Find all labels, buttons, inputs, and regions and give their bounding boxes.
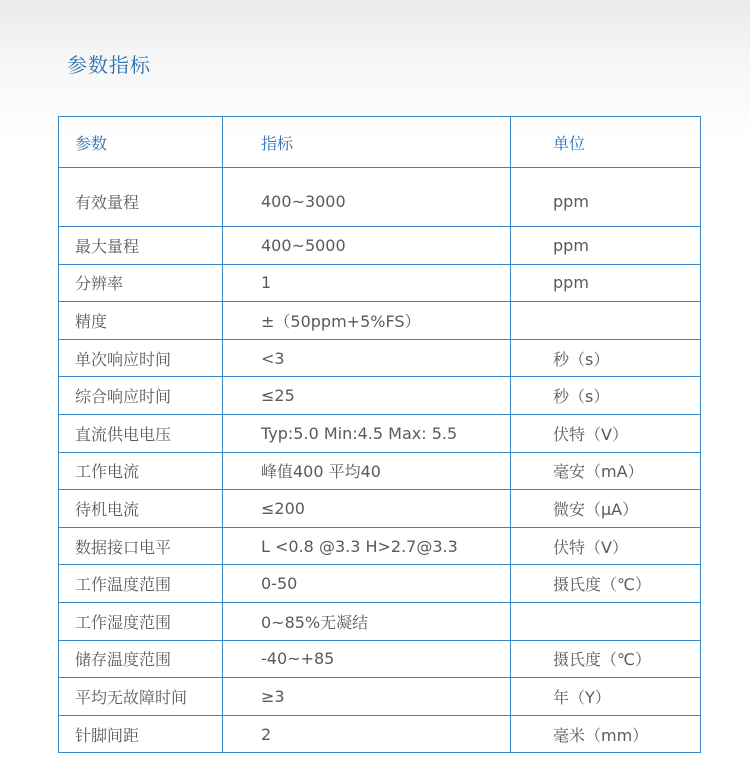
table-row <box>59 565 701 603</box>
cell-unit: 摄氏度（℃） <box>511 640 701 678</box>
spec-table <box>58 116 701 753</box>
cell-spec: <3 <box>223 339 511 377</box>
cell-parameter: 工作温度范围 <box>59 565 223 603</box>
header-parameter: 参数 <box>59 117 223 168</box>
table-row <box>59 227 701 265</box>
table-row <box>59 168 701 227</box>
cell-parameter: 储存温度范围 <box>59 640 223 678</box>
cell-spec: 1 <box>223 264 511 302</box>
cell-spec: ≥3 <box>223 678 511 716</box>
cell-spec: 400~5000 <box>223 227 511 265</box>
table-row <box>59 377 701 415</box>
cell-parameter: 综合响应时间 <box>59 377 223 415</box>
cell-unit: ppm <box>511 227 701 265</box>
cell-parameter: 分辨率 <box>59 264 223 302</box>
table-row <box>59 339 701 377</box>
cell-spec: L <0.8 @3.3 H>2.7@3.3 <box>223 527 511 565</box>
table-row <box>59 640 701 678</box>
cell-spec: 400~3000 <box>223 168 511 227</box>
cell-spec: 2 <box>223 715 511 753</box>
table-row <box>59 490 701 528</box>
header-unit: 单位 <box>511 117 701 168</box>
cell-unit: 秒（s） <box>511 377 701 415</box>
cell-spec: Typ:5.0 Min:4.5 Max: 5.5 <box>223 414 511 452</box>
table-row <box>59 602 701 640</box>
table-row <box>59 264 701 302</box>
table-header-row <box>59 117 701 168</box>
cell-spec: ±（50ppm+5%FS） <box>223 302 511 340</box>
cell-parameter: 有效量程 <box>59 168 223 227</box>
cell-parameter: 数据接口电平 <box>59 527 223 565</box>
cell-unit: 年（Y） <box>511 678 701 716</box>
cell-parameter: 工作湿度范围 <box>59 602 223 640</box>
cell-unit <box>511 602 701 640</box>
cell-parameter: 单次响应时间 <box>59 339 223 377</box>
table-row <box>59 414 701 452</box>
cell-parameter: 直流供电电压 <box>59 414 223 452</box>
cell-unit: 微安（μA） <box>511 490 701 528</box>
cell-unit: 毫米（mm） <box>511 715 701 753</box>
header-spec: 指标 <box>223 117 511 168</box>
cell-unit <box>511 302 701 340</box>
cell-unit: ppm <box>511 264 701 302</box>
cell-unit: 毫安（mA） <box>511 452 701 490</box>
table-row <box>59 678 701 716</box>
cell-parameter: 待机电流 <box>59 490 223 528</box>
cell-unit: 摄氏度（℃） <box>511 565 701 603</box>
table-row <box>59 527 701 565</box>
cell-unit: 伏特（V） <box>511 414 701 452</box>
cell-unit: 伏特（V） <box>511 527 701 565</box>
table-row <box>59 302 701 340</box>
cell-parameter: 针脚间距 <box>59 715 223 753</box>
table-row <box>59 715 701 753</box>
table-row <box>59 452 701 490</box>
cell-spec: ≤200 <box>223 490 511 528</box>
cell-parameter: 平均无故障时间 <box>59 678 223 716</box>
cell-spec: 0-50 <box>223 565 511 603</box>
cell-spec: 0~85%无凝结 <box>223 602 511 640</box>
cell-spec: -40~+85 <box>223 640 511 678</box>
cell-parameter: 最大量程 <box>59 227 223 265</box>
cell-unit: 秒（s） <box>511 339 701 377</box>
cell-parameter: 精度 <box>59 302 223 340</box>
cell-spec: ≤25 <box>223 377 511 415</box>
cell-parameter: 工作电流 <box>59 452 223 490</box>
cell-unit: ppm <box>511 168 701 227</box>
cell-spec: 峰值400 平均40 <box>223 452 511 490</box>
page-title: 参数指标 <box>67 53 151 77</box>
